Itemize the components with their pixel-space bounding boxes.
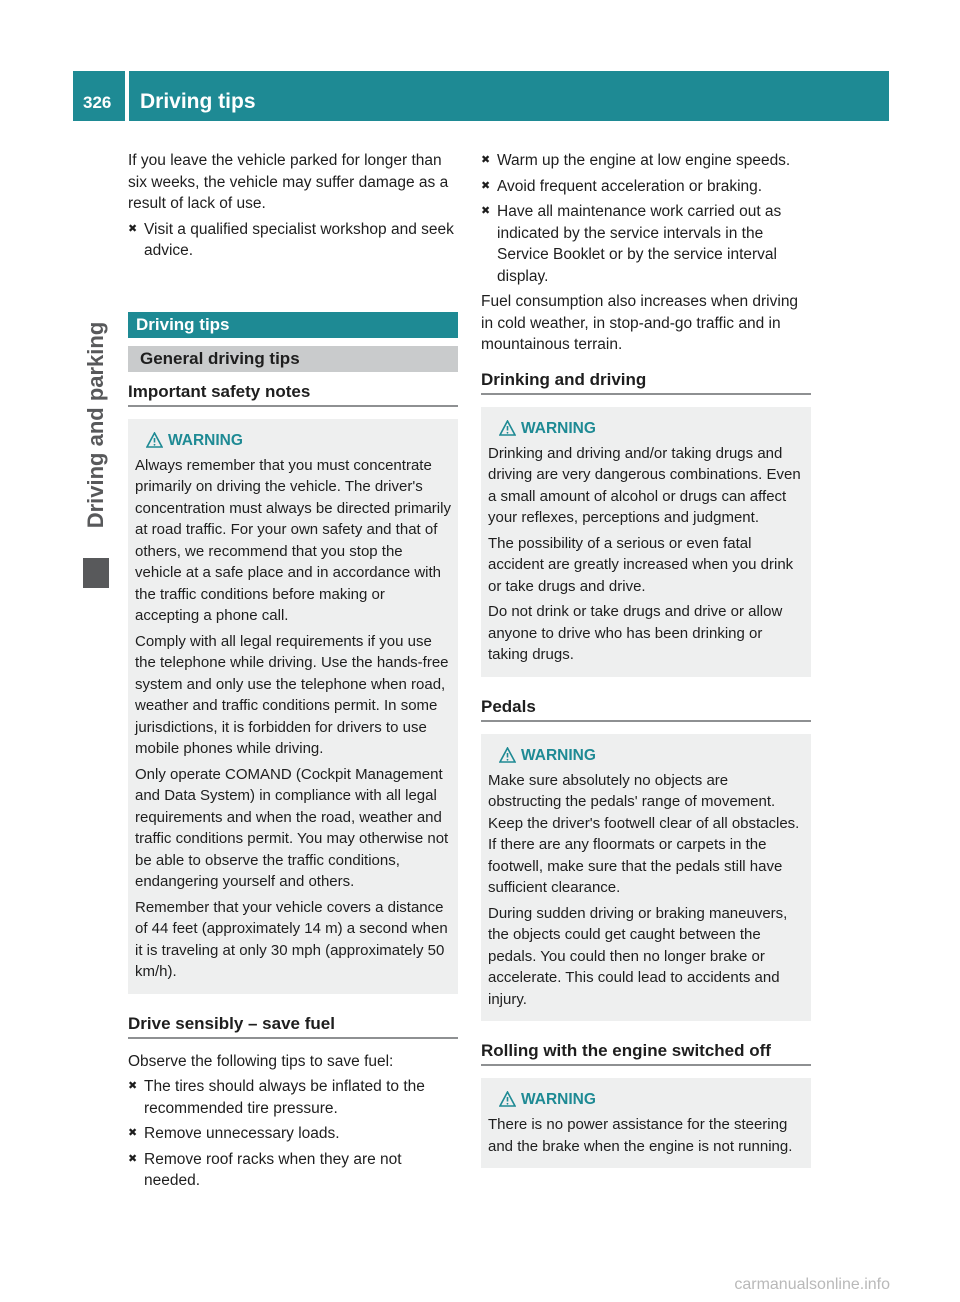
warning-triangle-icon [499, 747, 516, 763]
section-title: Driving tips [128, 312, 458, 338]
safety-heading: Important safety notes [128, 382, 458, 407]
warning-label: WARNING [521, 746, 596, 764]
warning-text: There is no power assistance for the steering and the brake when the engine is not running. [488, 1116, 793, 1155]
warning-box [481, 407, 811, 677]
warning-label: WARNING [521, 419, 596, 437]
fuel-bullet: ✖ The tires should always be inflated to the recommended tire pressure. [128, 1076, 458, 1119]
page-number: 326 [83, 93, 112, 112]
fuel-bullet: ✖ Warm up the engine at low engine speeds. [481, 150, 811, 172]
warning-header [488, 419, 804, 439]
warning-text: Remember that your vehicle covers a distance of 44 feet (approximately 14 m) a second when it is traveling at only 30 mph (approximately 50 km/h). [135, 898, 448, 980]
header-divider [125, 71, 129, 121]
right-column [481, 150, 811, 1188]
warning-label: WARNING [521, 1091, 596, 1108]
page-header [73, 71, 889, 121]
pedals-heading: Pedals [481, 697, 811, 722]
warning-box [481, 1078, 811, 1168]
warning-text: Do not drink or take drugs and drive or allow anyone to drive who has been drinking or taking drugs. [488, 603, 783, 663]
fuel-note: Fuel consumption also increases when driving in cold weather, in stop-and-go traffic and in mountainous terrain. [481, 293, 799, 353]
rolling-heading: Rolling with the engine switched off [481, 1041, 811, 1066]
fuel-bullet: ✖ Avoid frequent acceleration or braking. [481, 176, 811, 198]
warning-text: The possibility of a serious or even fatal accident are greatly increased when you drink or take drugs and drive. [488, 534, 794, 595]
footer-watermark: carmanualsonline.info [734, 1276, 890, 1293]
warning-text: Always remember that you must concentrate primarily on driving the vehicle. The driver's concentration must always be directed primarily at road traffic. For your own safety and that of others, we recommend that you stop the vehicle at a safe place and in accordance with the traffic conditions before making or accepting a phone call. [135, 456, 451, 624]
warning-header [488, 1090, 804, 1110]
warning-text: Drinking and driving and/or taking drugs and driving are very dangerous combinations. Even a small amount of alcohol or drugs can affect your reflexes, perceptions and judgment. [488, 444, 801, 526]
side-tab-marker [83, 558, 109, 588]
fuel-bullet: ✖ Remove unnecessary loads. [128, 1123, 458, 1145]
side-tab-label: Driving and parking [83, 321, 108, 529]
warning-triangle-icon [499, 1091, 516, 1107]
warning-triangle-icon [146, 432, 163, 448]
warning-box [128, 419, 458, 994]
intro-paragraph: If you leave the vehicle parked for longer than six weeks, the vehicle may suffer damage as a result of lack of use. [128, 152, 449, 212]
warning-text: Only operate COMAND (Cockpit Management and Data System) in compliance with all legal requirements and when the road, weather and traffic conditions permit. You may otherwise not be able to observe the traffic conditions, endangering yourself and others. [135, 765, 449, 890]
warning-text: During sudden driving or braking maneuvers, the objects could get caught between the pedals. You could then no longer brake or accelerate. This could lead to accidents and injury. [488, 904, 788, 1008]
left-column [128, 150, 458, 1196]
side-tab [83, 300, 109, 550]
warning-text: Make sure absolutely no objects are obstructing the pedals' range of movement. Keep the driver's footwell clear of all obstacles. If there are any floormats or carpets in the footwell, make sure that the pedals still have sufficient clearance. [488, 771, 800, 896]
fuel-bullet: ✖ Remove roof racks when they are not needed. [128, 1149, 458, 1192]
fuel-bullet: ✖ Have all maintenance work carried out as indicated by the service intervals in the Service Booklet or by the service interval display. [481, 201, 811, 287]
warning-label: WARNING [168, 431, 243, 449]
intro-bullet: ✖ Visit a qualified specialist workshop and seek advice. [128, 219, 458, 262]
subsection-title: General driving tips [128, 346, 458, 372]
warning-header [135, 431, 451, 451]
header-title: Driving tips [140, 90, 256, 113]
warning-triangle-icon [499, 420, 516, 436]
warning-box [481, 734, 811, 1022]
drinking-heading: Drinking and driving [481, 370, 811, 395]
warning-text: Comply with all legal requirements if you use the telephone while driving. Use the hands-free system and only use the telephone when road, weather and traffic conditions permit. In some jurisdictions, it is forbidden for drivers to use mobile phones while driving. [135, 632, 449, 757]
warning-header [488, 746, 804, 766]
fuel-intro: Observe the following tips to save fuel: [128, 1052, 394, 1070]
fuel-heading: Drive sensibly – save fuel [128, 1014, 458, 1039]
